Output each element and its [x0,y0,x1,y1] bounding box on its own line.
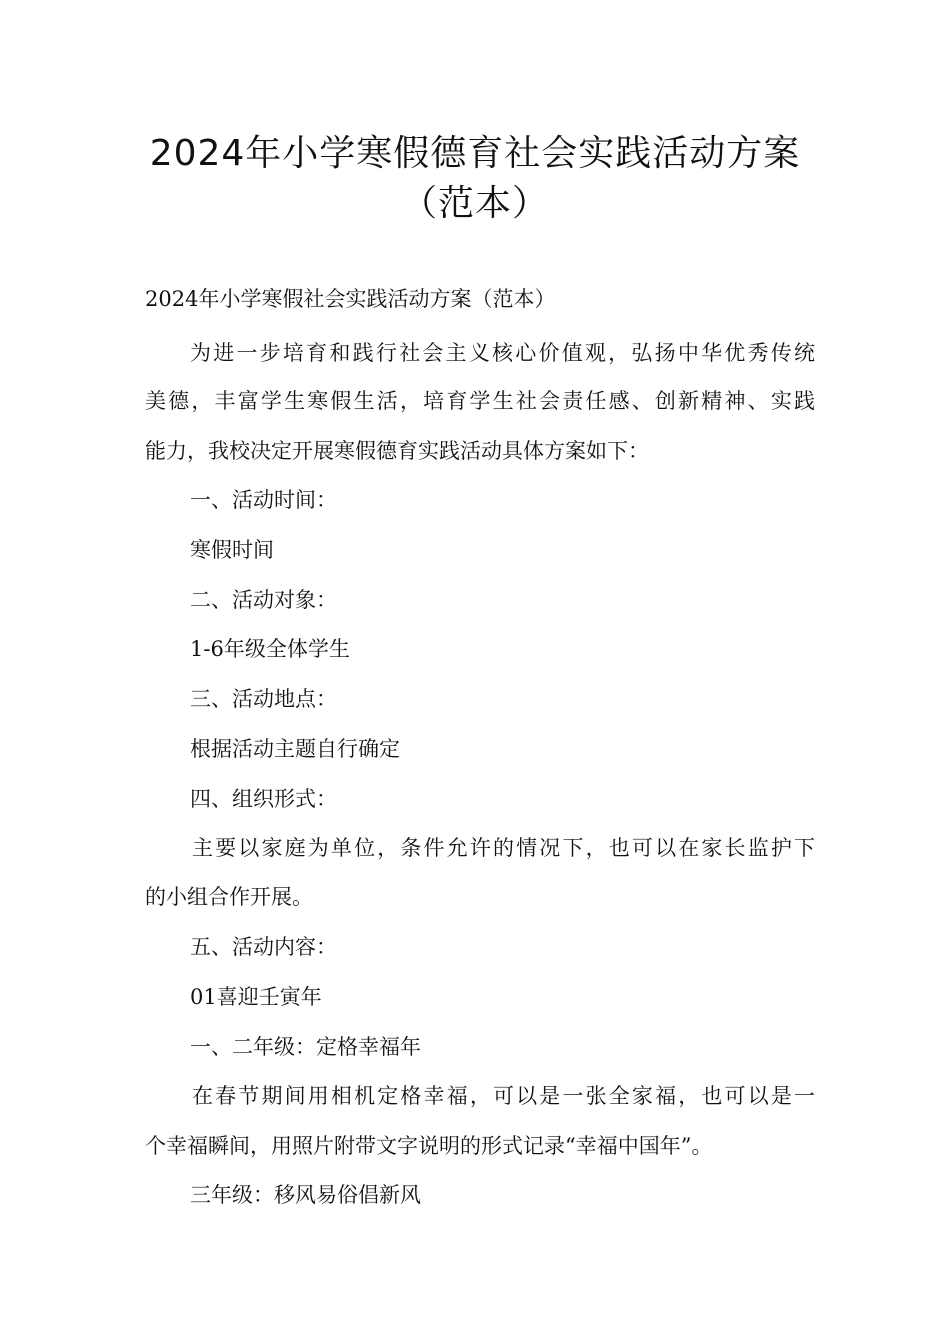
section-body-location: 根据活动主题自行确定 [190,737,400,761]
section-body-form-line-2: 的小组合作开展。 [145,885,313,909]
section-body-time: 寒假时间 [190,538,274,562]
intro-line-1: 为进一步培育和践行社会主义核心价值观，弘扬中华优秀传统 [190,341,815,365]
section-body-form-line-1: 主要以家庭为单位，条件允许的情况下，也可以在家长监护下 [192,836,815,860]
section-heading-content: 五、活动内容： [190,935,337,959]
section-content-subheading: 01喜迎壬寅年 [190,985,322,1009]
section-content-grade12-body-line-2: 个幸福瞬间，用照片附带文字说明的形式记录“幸福中国年”。 [145,1134,713,1158]
section-heading-form: 四、组织形式： [190,787,337,811]
section-heading-target: 二、活动对象： [190,588,337,612]
intro-line-3: 能力，我校决定开展寒假德育实践活动具体方案如下： [145,439,649,463]
section-body-target: 1-6年级全体学生 [190,637,350,661]
document-subtitle: 2024年小学寒假社会实践活动方案（范本） [145,287,556,311]
section-heading-time: 一、活动时间： [190,488,337,512]
section-content-grade3: 三年级：移风易俗倡新风 [190,1183,421,1207]
section-content-grade12: 一、二年级：定格幸福年 [190,1035,421,1059]
document-title-line1: 2024年小学寒假德育社会实践活动方案 [149,133,801,174]
document-title-line2: （范本） [400,183,549,224]
section-content-grade12-body-line-1: 在春节期间用相机定格幸福，可以是一张全家福，也可以是一 [192,1084,815,1108]
section-heading-location: 三、活动地点： [190,687,337,711]
intro-line-2: 美德，丰富学生寒假生活，培育学生社会责任感、创新精神、实践 [145,389,815,413]
